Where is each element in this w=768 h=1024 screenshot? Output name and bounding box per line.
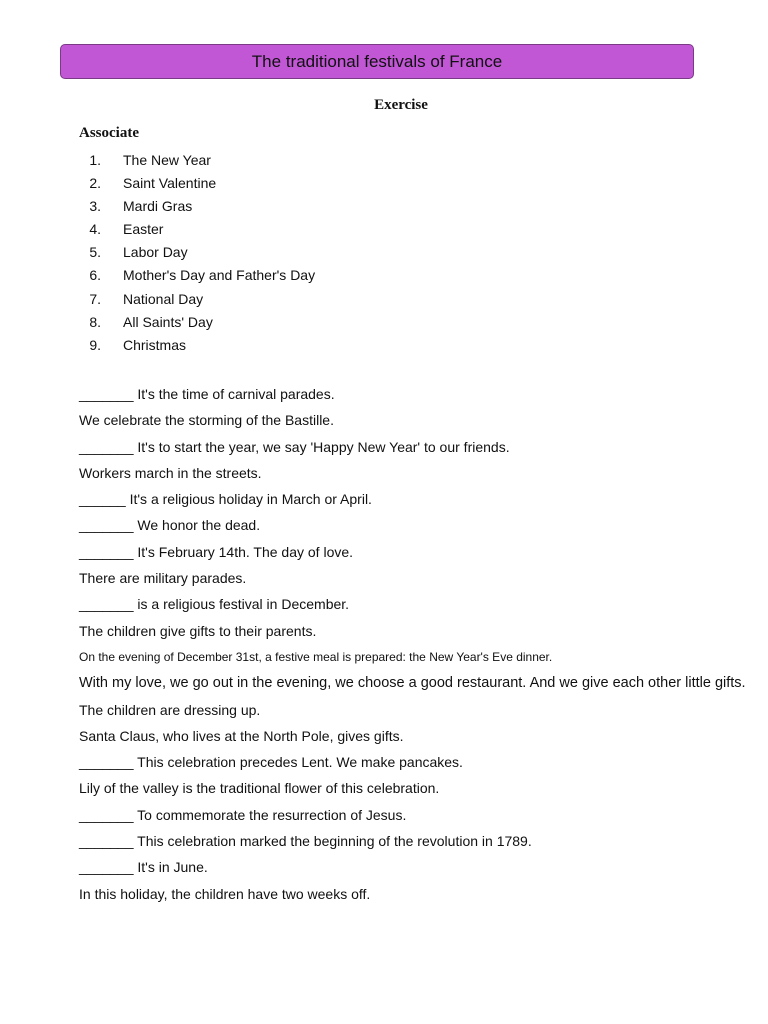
list-item [79, 218, 315, 241]
page-title: The traditional festivals of France [60, 44, 694, 79]
sentence-line: Workers march in the streets. [79, 464, 262, 481]
sentence-line: In this holiday, the children have two weeks off. [79, 885, 371, 902]
list-item-label: Mother's Day and Father's Day [123, 267, 316, 284]
list-item-number: 4. [89, 221, 101, 238]
list-item [79, 311, 315, 334]
sentence-line: _______ is a religious festival in December. [79, 596, 350, 613]
list-item-number: 3. [89, 198, 101, 215]
sentence-list [79, 382, 749, 908]
list-item [79, 264, 315, 287]
sentence-line: _______ It's the time of carnival parades. [79, 386, 335, 402]
list-item-label: National Day [123, 290, 204, 307]
exercise-heading: Exercise [374, 97, 428, 113]
list-item-number: 1. [89, 152, 101, 168]
list-item-label: The New Year [123, 152, 211, 168]
sentence-line: There are military parades. [79, 570, 247, 587]
list-item [79, 334, 315, 357]
list-item-label: All Saints' Day [123, 313, 213, 330]
sentence-line: _______ It's to start the year, we say 'Happy New Year' to our friends. [79, 438, 510, 455]
associate-heading: Associate [79, 125, 139, 141]
sentence-line: _______ To commemorate the resurrection of Jesus. [79, 806, 407, 823]
list-item-number: 5. [89, 244, 101, 261]
list-item [79, 149, 315, 172]
list-item [79, 241, 315, 264]
list-item-label: Labor Day [123, 244, 188, 261]
sentence-line: _______ This celebration marked the beginning of the revolution in 1789. [79, 833, 532, 850]
list-item [79, 288, 315, 311]
sentence-line: _______ We honor the dead. [79, 517, 261, 534]
sentence-line: Lily of the valley is the traditional flower of this celebration. [79, 780, 440, 797]
list-item-label: Easter [123, 221, 164, 238]
list-item-number: 8. [89, 313, 101, 330]
list-item-label: Christmas [123, 336, 187, 353]
list-item-label: Mardi Gras [123, 198, 193, 215]
list-item-number: 9. [89, 336, 101, 353]
list-item-number: 6. [89, 267, 101, 284]
list-item-number: 7. [89, 290, 101, 307]
sentence-line: ______ It's a religious holiday in March or April. [79, 491, 372, 508]
sentence-line: Santa Claus, who lives at the North Pole, gives gifts. [79, 727, 404, 744]
list-item-label: Saint Valentine [123, 175, 217, 192]
list-item [79, 195, 315, 218]
sentence-line: We celebrate the storming of the Bastille. [79, 412, 334, 429]
festival-list [79, 149, 315, 357]
list-item-number: 2. [89, 175, 101, 192]
sentence-line: _______ It's February 14th. The day of love. [79, 543, 354, 560]
sentence-line: The children give gifts to their parents. [79, 622, 317, 639]
sentence-line: _______ This celebration precedes Lent. We make pancakes. [79, 754, 463, 771]
sentence-line: _______ It's in June. [79, 859, 208, 876]
sentence-line: With my love, we go out in the evening, we choose a good restaurant. And we give each other little gifts. [79, 675, 746, 692]
list-item [79, 172, 315, 195]
sentence-line: On the evening of December 31st, a festive meal is prepared: the New Year's Eve dinner. [79, 649, 553, 664]
sentence-line: The children are dressing up. [79, 701, 261, 718]
